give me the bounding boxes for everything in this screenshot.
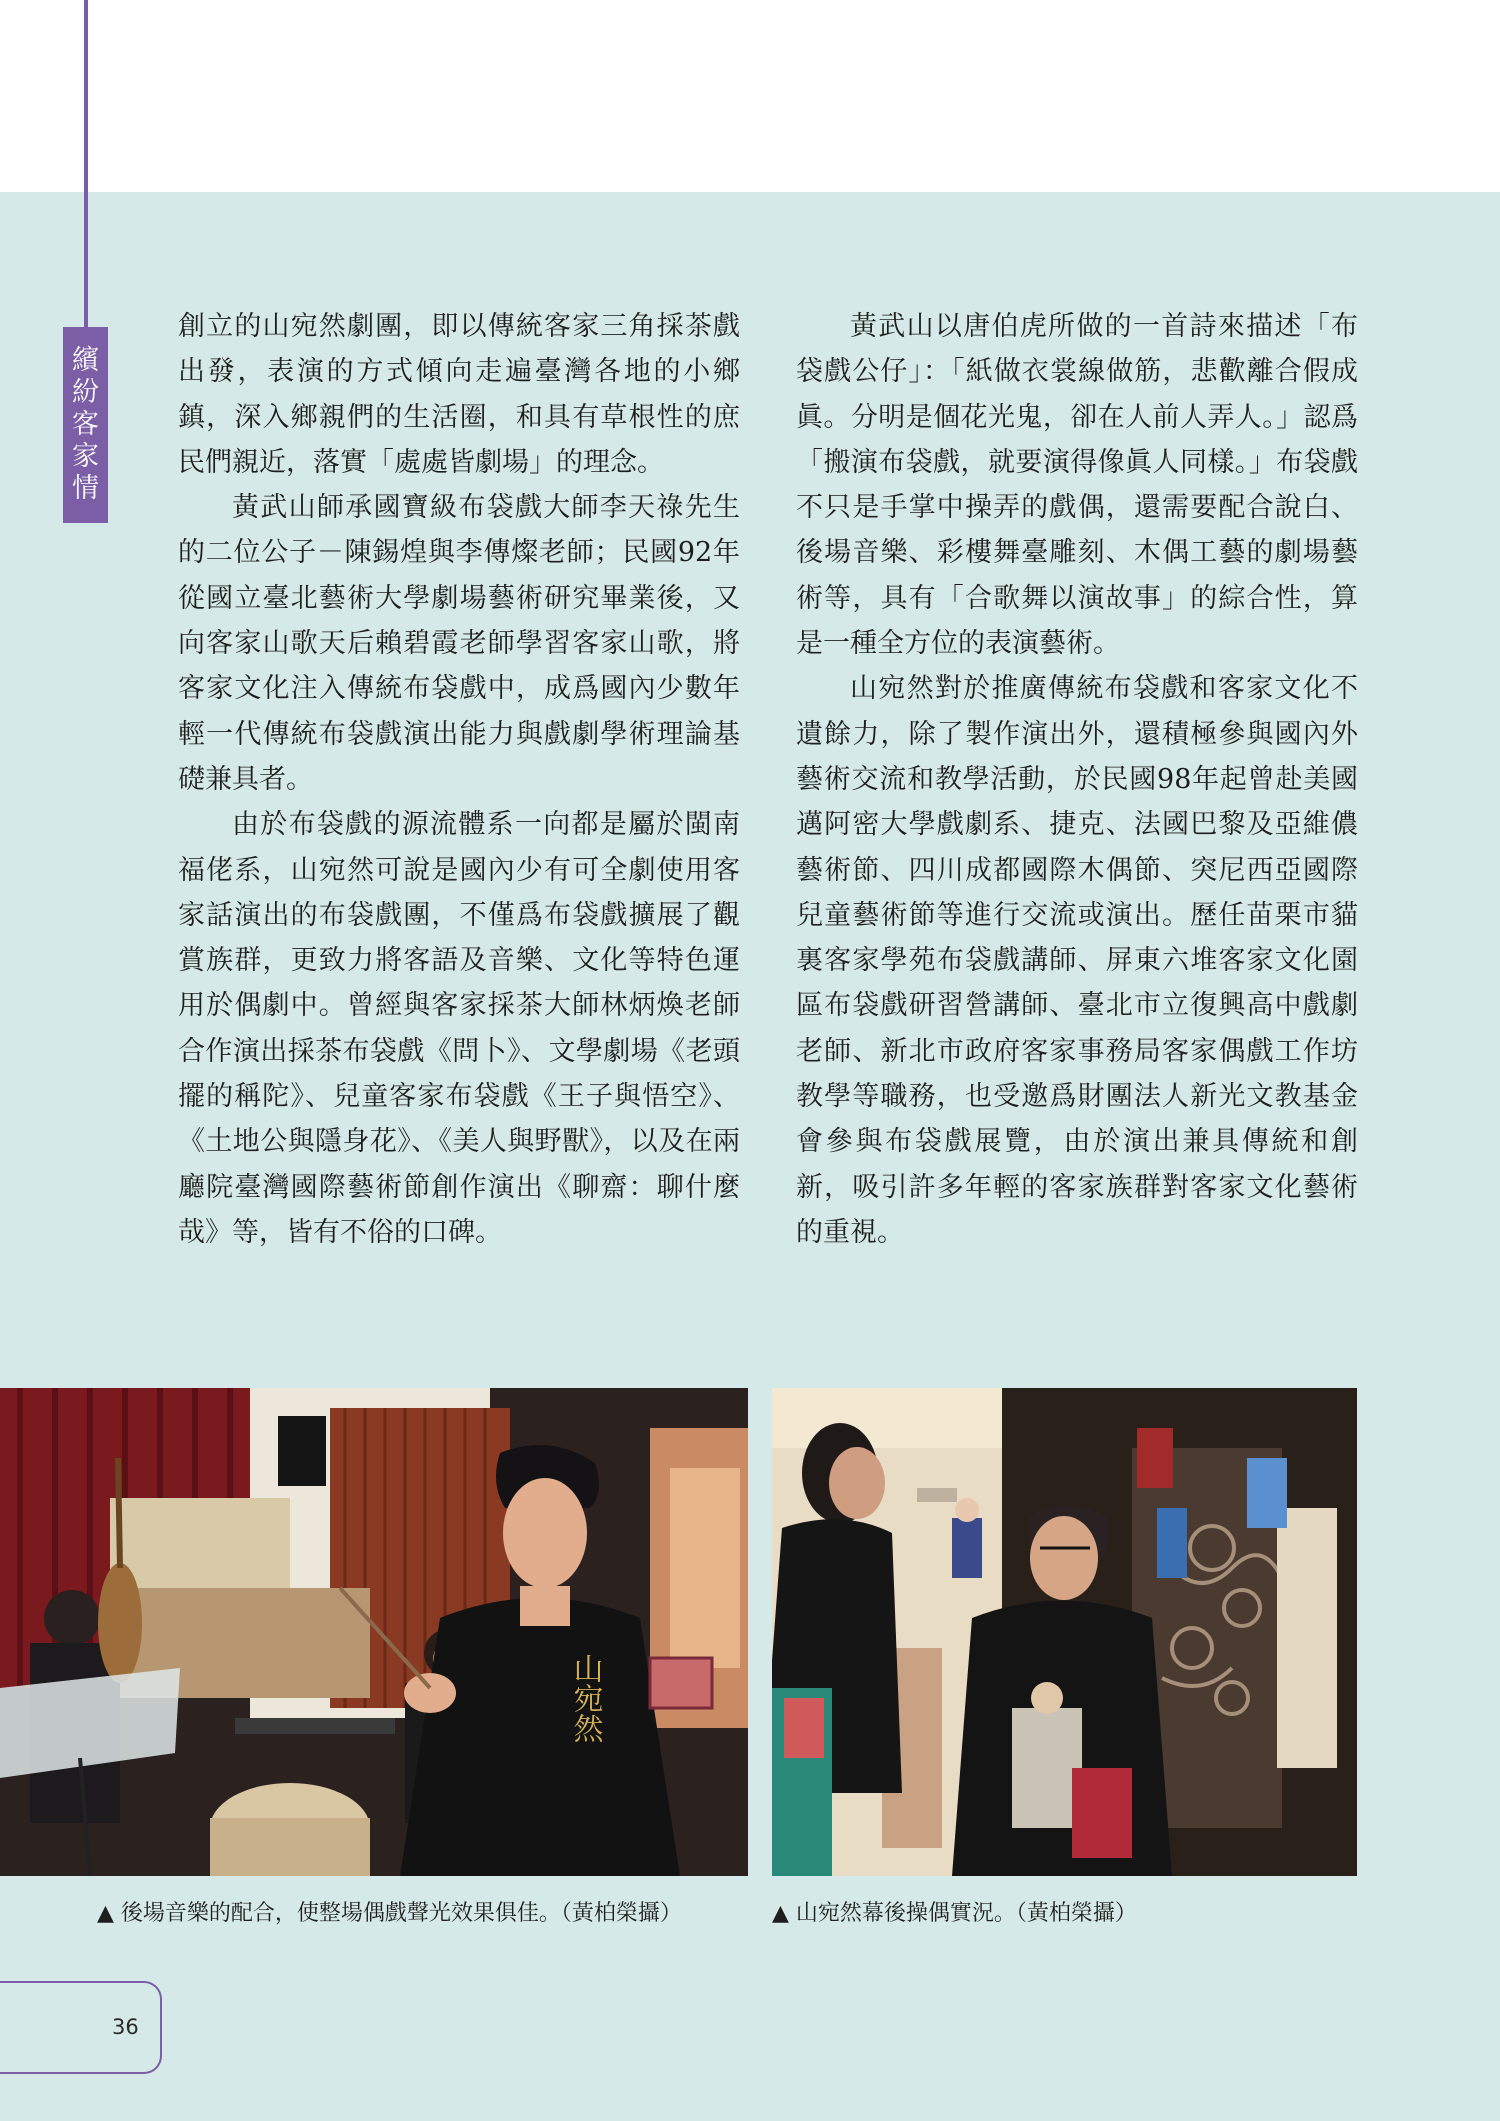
paragraph: 黃武山以唐伯虎所做的一首詩來描述「布袋戲公仔」：「紙做衣裳線做筋，悲歡離合假成眞。分明是個花光鬼，卻在人前人弄人。」認爲「搬演布袋戲，就要演得像眞人同樣。」布袋戲不只是手掌中操弄的戲偶，還需要配合說白、後場音樂、彩樓舞臺雕刻、木偶工藝的劇場藝術等，具有「合歌舞以演故事」的綜合性，算是一種全方位的表演藝術。 — [796, 311, 1358, 660]
section-divider-line — [84, 0, 88, 330]
paragraph: 黃武山師承國寶級布袋戲大師李天祿先生的二位公子－陳錫煌與李傳燦老師；民國92年從國立臺北藝術大學劇場藝術研究畢業後，又向客家山歌天后賴碧霞老師學習客家山歌，將客家文化注入傳統布袋戲中，成爲國內少數年輕一代傳統布袋戲演出能力與戲劇學術理論基礎兼具者。 — [178, 492, 740, 795]
section-tab — [63, 327, 108, 523]
page-number: 36 — [112, 2015, 139, 2039]
shirt-lettering: 山宛然 — [567, 1653, 603, 1743]
photo-caption: ▲ 山宛然幕後操偶實況。（黃柏榮攝） — [772, 1901, 1137, 1926]
right-text-column — [796, 304, 1358, 1255]
left-text-column — [178, 304, 740, 1255]
photo-musicians — [0, 1388, 748, 1876]
section-label: 繽紛客家情 — [72, 345, 99, 504]
photo-caption: ▲ 後場音樂的配合，使整場偶戲聲光效果俱佳。（黃柏榮攝） — [97, 1901, 682, 1926]
paragraph: 創立的山宛然劇團，即以傳統客家三角採茶戲出發，表演的方式傾向走遍臺灣各地的小鄉鎮，深入鄉親們的生活圈，和具有草根性的庶民們親近，落實「處處皆劇場」的理念。 — [178, 311, 740, 478]
photo-puppeteers — [772, 1388, 1357, 1876]
paragraph: 由於布袋戲的源流體系一向都是屬於閩南福佬系，山宛然可說是國內少有可全劇使用客家話演出的布袋戲團，不僅爲布袋戲擴展了觀賞族群，更致力將客語及音樂、文化等特色運用於偶劇中。曾經與客家採茶大師林炳煥老師合作演出採茶布袋戲《問卜》、文學劇場《老頭擺的稱陀》、兒童客家布袋戲《王子與悟空》、《土地公與隱身花》、《美人與野獸》，以及在兩廳院臺灣國際藝術節創作演出《聊齋：聊什麼哉》等，皆有不俗的口碑。 — [178, 809, 740, 1248]
paragraph: 山宛然對於推廣傳統布袋戲和客家文化不遺餘力，除了製作演出外，還積極參與國內外藝術交流和教學活動，於民國98年起曾赴美國邁阿密大學戲劇系、捷克、法國巴黎及亞維儂藝術節、四川成都國際木偶節、突尼西亞國際兒童藝術節等進行交流或演出。歷任苗栗市貓裏客家學苑布袋戲講師、屏東六堆客家文化園區布袋戲研習營講師、臺北市立復興高中戲劇老師、新北市政府客家事務局客家偶戲工作坊教學等職務，也受邀爲財團法人新光文教基金會參與布袋戲展覽，由於演出兼具傳統和創新，吸引許多年輕的客家族群對客家文化藝術的重視。 — [796, 673, 1358, 1248]
